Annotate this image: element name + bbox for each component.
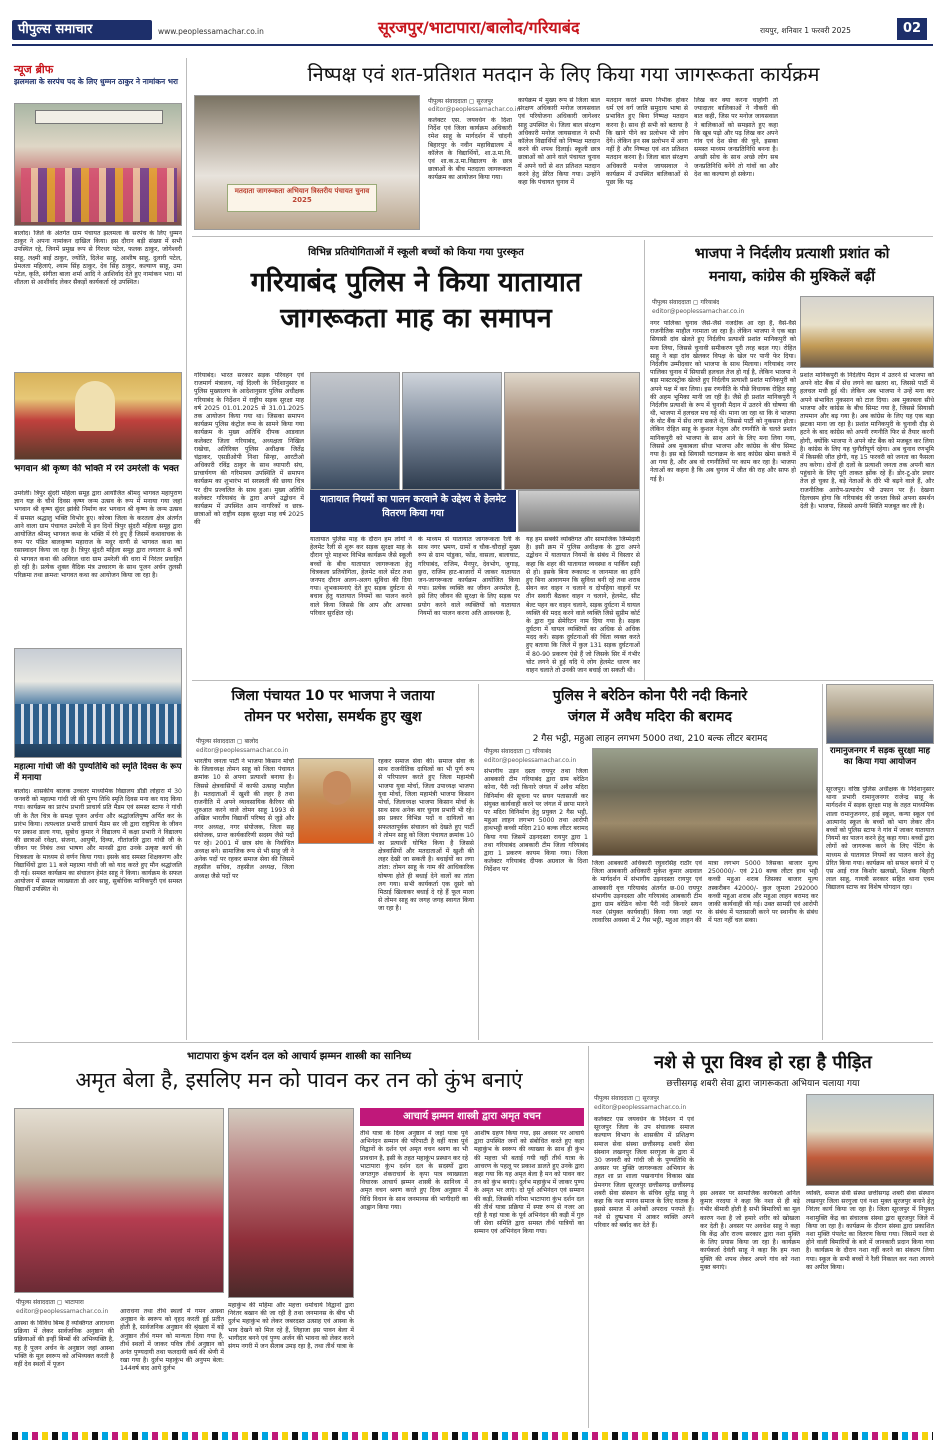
page-number: 02 xyxy=(897,18,927,40)
kumbh-photo-2 xyxy=(228,1108,354,1298)
liquor-headline-1: पुलिस ने बरेठिन कोना पैरी नदी किनारे xyxy=(552,688,748,704)
nasha-headline: नशे से पूरा विश्व हो रहा है पीड़ित xyxy=(654,1052,872,1073)
nasha-col2-top xyxy=(700,1116,800,1186)
panchayat-email[interactable]: editor@peoplessamachar.co.in xyxy=(196,747,289,754)
gandhi-photo xyxy=(14,648,182,758)
panchayat-headline-2: तोमन पर भरोसा, समर्थक हुए खुश xyxy=(244,709,422,725)
liquor-col1: संभागीय उड़न दस्ता रायपुर तथा जिला आबकारी टीम गरियाबंद द्वारा ग्राम बरेठिन कोना, पैरी नदी किनारे जंगल में अवैध मदिरा विनिर्माण की सूचना पर सघन पतासाजी कर संयुक्त कार्यवाही करने पर जंगल में छापा मारने पर मदिरा विनिर्माण हेतु प्रयुक्त 2 गैस भट्ठी, महुआ लाहन लगभग 5000 तथा आरोपी हाथभट्ठी कच्ची मदिरा 210 बल्क लीटर बरामद किया गया जिसमें उड़नदस्ता रायपुर द्वारा 1 तथा गरियाबंद आबकारी टीम जिला गरियाबंद द्वारा 1 प्रकरण कायम किया गया। जिला कलेक्टर गरियाबंद दीपक अग्रवाल के दिशा निर्देशन पर xyxy=(484,768,588,874)
prashant-headline-2: मनाया, कांग्रेस की मुश्किलें बढ़ीं xyxy=(708,269,876,285)
nasha-subhead: छत्तीसगढ़ शबरी सेवा द्वारा जागरूकता अभियान चलाया गया xyxy=(666,1079,860,1089)
panchayat-byline: पीपुल्स संवाददाता ▢ बालोद xyxy=(196,738,259,745)
kumbh-col1: आस्था के विविध बिम्ब है व्यक्तिगत आराधना प्रक्रिया में लेकर सार्वजनिक अनुष्ठान की प्रक्रियाओं की इन्हीं बिम्बों की अभिव्यक्ति है, यह है पूजन अर्चन के अनुष्ठान जहां आस्था भक्ति के मूल स्वरूप को अभिव्यक्त करती है वहीं देव स्थलों में पूजन xyxy=(14,1320,114,1368)
bottom-rule xyxy=(12,1042,933,1043)
kumbh-right-rule xyxy=(588,1046,589,1428)
nasha-col1: कलेक्टर एस जयवर्धन के निर्देशन में एवं सूरजपुर जिला के उप संचालक समाज कल्याण विभाग के शासकीय में प्रशिक्षण समाज सेवा संस्था छत्तीसगढ़ शबरी सेवा संस्थान लखनपुर जिला सरगुजा के द्वारा में 30 जनवरी को गांधी जी के पुण्यतिथि के अवसर पर मुक्ति जागरूकता अभियान के तहत शा प्रा शाला पखनागांव विकास खंड प्रेमनगर जिला सूरजपुर छत्तीसगढ़ छत्तीसगढ़ शबरी सेवा संस्थान के संचिव सुरेंद्र साहू ने कहा कि नशा मानव समाज के लिए घातक है इससे समाज में अनेकों अपराध पनपते हैं। नशे से दुष्प्रभाव में आकर व्यक्ति अपने परिवार को बर्बाद कर देते हैं। xyxy=(594,1116,694,1230)
police-col4-body: यह हम सबकी व्यक्तिगत और सामाजिक जिम्मेदारी है। इसी क्रम में पुलिस अधीक्षक के द्वारा अपने उद्बोधन में यातायात नियमों के संबंध में विस्तार से कहा कि शहर की यातायात व्यवस्था व पार्किंग सही से हो। इसके बिना रूकावट व जानमाल का हानि हुए बिना आवागमन कि सुविधा बनी रहे तथा शराब सेवन कर वाहन न चलाने व दोपहिया वाहनों पर तीन सवारी बैठकर वाहन न चलाने, हेलमेट, सीट बेल्ट पहन कर वाहन चलाने, सड़क दुर्घटना में घायल व्यक्ति की मदद करने वाले व्यक्ति जिसे सुप्रीम कोर्ट के द्वारा गुड सेमेरिटन नाम दिया गया है। सड़क दुर्घटना में घायल व्यक्तियों का अधिक से अधिक मदद करें। सड़क दुर्घटनाओं की चिंता व्यक्त करते हुए बताया कि जिले में कुल 131 सड़क दुर्घटनाओं में 80-90 प्रकरण ऐसे हैं जो जिसके सिर में गंभीर चोट लगने से हुई यदि ये लोग हेलमेट धारण कर वाहन चलाते तो उनकी जान बचाई जा सकती थी। xyxy=(526,536,640,674)
nasha-byline: पीपुल्स संवाददाता ▢ सूरजपुर xyxy=(594,1095,660,1102)
prashant-col2: प्रशांत मानिकपुरी के निर्दलीय मैदान में उतरने से भाजपा को अपने वोट बैंक में सेंध लगने का खतरा था, जिससे पार्टी में हलचल मची हुई थी। लेकिन अब भाजपा ने उन्हें मना कर अपने संभावित नुकसान को टाल दिया। अब मुकाबला सीधे भाजपा और कांग्रेस के बीच सिमट गया है, जिससे सियासी तापमान और बढ़ गया है। अब कांग्रेस के लिए यह एक बड़ा झटका माना जा रहा है। प्रशांत मानिकपुरी के चुनावी दौड़ से हटने के बाद कांग्रेस को अपनी रणनीति फिर से तैयार करनी होगी, क्योंकि भाजपा ने अपने वोट बैंक को मजबूत कर लिया है। कांग्रेस के लिए यह चुनौतीपूर्ण रहेगा। अब चुनाव रणभूमि में किसकी जीत होगी, यह 15 फरवरी को जनता का फैसला तय करेगा। दोनों ही दलों के प्रत्याशी जनता तक अपनी बात पहुंचाने के लिए पूरी ताकत झोंक रहे हैं। डोर-टू-डोर प्रचार तेज हो चुका है, बड़े नेताओं के दौरे भी बढ़ने वाले हैं, और राजनीतिक आरोप-प्रत्यारोप भी उफान पर हैं। देखना दिलचस्प होगा कि गरियाबंद की जनता किसे अपना समर्थन देती है। भाजपा, जिससे अपनी स्थिति मजबूत कर ली है। xyxy=(800,372,934,510)
prashant-byline: पीपुल्स संवाददाता ▢ गरियाबंद xyxy=(652,299,720,306)
krishna-body: उमरेली। त्रिपुर सुंदरी महिला समूह द्वारा आयोजित श्रीमद् भागवत महापुराण ज्ञान यज्ञ के चौथे दिवस कृष्ण जन्म उत्सव के रूप में मनाया गया जहां भगवान श्री कृष्ण सुंदर झांकी निर्माण कर भगवान श्री कृष्ण के जन्म उत्सव में समस्त श्रद्धालु भक्ति विभोर हुए। कोरबा जिला के करतला क्षेत्र अंतर्गत आने वाला ग्राम पंचायत उमरेली में इन दिनों त्रिपुर सुंदरी महिला समूह द्वारा आयोजित श्रीमद् भागवत कथा के भक्ति में रंगे हुए हैं जिसमें कथावाचक के रूप पर पंडित बालकृष्ण महाराज के मधुर वाणी से भागवत कथा का रसास्वादन किया जा रहा है। त्रिपुर सुंदरी महिला समूह द्वारा लगातार 8 वर्षों से भागवत कथा की अविरल धारा ग्राम उमरेली की धारा में निरंतर प्रवाहित हो रही है। प्रत्येक शुक्ल वैदिक मंत्र उच्चारण के साथ पूजन अर्चन तुलसी परिक्रमा तथा क्रमशः भागवत कथा का आयोजन किया जा रहा है। xyxy=(14,490,182,579)
prashant-email[interactable]: editor@peoplessamachar.co.in xyxy=(652,308,745,315)
police-kicker: विभिन्न प्रतियोगिताओं में स्कूली बच्चों को किया गया पुरस्कृत xyxy=(308,247,524,258)
liquor-photo xyxy=(592,748,818,856)
tomen-portrait xyxy=(298,758,374,844)
nasha-col2: इस अवसर पर सामाजिक कार्यकर्ता अनिल कुमार नरदया ने कहा कि नशा से ही बड़े गंभीर बीमारी होती है सभी बिमारियों का मूल कारण नशा है जो हमारे शरीर को खोखला कर देती है। अवसर पर अवधेश साहू ने कहा कि केंद्र और राज्य सरकार द्वारा नशा मुक्ति के लिए प्रयास किया जा रहा है। कार्यक्रम कार्यकर्ता देवंती साहू ने कहा कि हम नशा मुक्ति की शपथ लेकर अपने गांव को नशा मुक्त बनाएं। xyxy=(700,1190,800,1271)
kumbh-photo xyxy=(14,1108,224,1293)
nasha-photo xyxy=(806,1094,934,1186)
kumbh-kicker: भाटापारा कुंभ दर्शन दल को आचार्य झम्मन शास्त्री का सानिध्य xyxy=(186,1051,411,1062)
voting-col5-continued xyxy=(782,97,930,229)
police-photo-4 xyxy=(518,490,640,532)
masthead xyxy=(0,0,945,48)
liquor-col3: मात्रा लगभग 5000 जिसका बाजार मूल्य 250000/- एवं 210 बल्क लीटर हाथ भट्ठी कच्ची महुआ शराब जिसका बाजार मूल्य तस्करीबन 42000/- कुल जुमला 292000 कच्ची महुआ शराब और महुआ लाहन बरामद कर जाकी कार्यवाही की गई। उक्त सामग्री एवं आरोपी के संबंध में पतासाजी करने पर स्थानीय के संबंध में पता नहीं चल सका। xyxy=(708,860,818,925)
krishna-photo xyxy=(14,372,182,460)
voting-bottom-rule xyxy=(192,236,933,237)
police-headline-1: गरियाबंद पुलिस ने किया यातायात xyxy=(250,267,582,298)
kumbh-subhead: आचार्य झम्मन शास्त्री द्वारा अमृत वचन xyxy=(360,1108,584,1126)
police-col3: के माध्यम से यातायात जागरूकता रैली के साथ नगर भ्रमण, ग्रामों व चौक-चौराहों मुख्य रूप से ग्राम पांडुका, फोंड, वासला, बालाघाट, गरियाबंद, राजिम, मैनपुर, देवभोग, जुगाड़, छुरा, राजिम हाट-बाजारों में जाकर यातायात जन-जागरूकता कार्यक्रम आयोजित किया गया। प्रत्येक व्यक्ति का जीवन अनमोल है, इसे लिए जीवन की सुरक्षा के लिए सड़क पर प्रयोग करने वाले व्यक्तियों को यातायात नियमों का पालन करना अति आवश्यक है, xyxy=(418,536,520,617)
page-cities: सूरजपुर/भाटापारा/बालोद/गरियाबंद xyxy=(378,18,580,37)
masthead-rule xyxy=(12,44,933,46)
kumbh-headline: अमृत बेला है, इसलिए मन को पावन कर तन को कुंभ बनाएं xyxy=(75,1068,523,1092)
police-col2: यातायात पुलिस माह के दौरान हम लोगों ने हेलमेट रैली से शुरू कर सड़क सुरक्षा माह के दौरान पूरे माहभर विभिन्न कार्यक्रम जैसे स्कूली बच्चों के बीच यातायात जागरूकता हेतु चित्रकला प्रतियोगिता, हेलमेट वाले सेंटर तथा जनपद दौरान अलग-अलग सुविधा की दिया गया। शुभकामनाएं देते हुए सड़क दुर्घटना से बचाव हेतु यातायात नियमों का पालन करने वाले किया जिससे कि आप और आपका परिवार सुरक्षित रहे। xyxy=(310,536,412,617)
kumbh-byline: पीपुल्स संवाददाता ▢ भाटापारा xyxy=(16,1299,84,1306)
panchayat-headline-1: जिला पंचायत 10 पर भाजपा ने जताया xyxy=(231,688,435,704)
site-url[interactable]: www.peoplessamachar.co.in xyxy=(158,27,264,36)
police-photo-1 xyxy=(310,372,400,490)
kumbh-col2: आराधना तथा तीर्थ स्थलों में गमन आस्था अनुष्ठान के स्वरूप को वृहद करती हुई प्रतीत होती है, सार्वजनिक अनुष्ठान की श्रृंखला में बड़े अनुष्ठान तीर्थ गमन को मान्यता दिया गया है, तीर्थ स्थलों में जाकर पवित्र तीर्थ अनुष्ठान को अनंत पुण्यदायी तथा फलदायी कर्म की श्रेणी में रखा गया है। दुर्लभ महाकुंभ की अनुपम बेला: 144वर्ष बाद आये दुर्लभ xyxy=(120,1308,224,1373)
gandhi-headline: महात्मा गांधी जी की पुण्यतिथि को स्मृति दिवस के रूप में मनाया xyxy=(14,762,182,783)
kumbh-col4: तीर्थ यात्रा के दिव्य अनुष्ठान में जहां यात्रा पूर्व अभिनंदन सम्मान की परिपाटी है वहीं यात्रा पूर्व विद्वानों के दर्शन एवं अमृत वचन श्रवण का भी प्रावधान है, इसी के तहत महाकुंभ प्रस्थान कर रहे भाटापारा कुंभ दर्शन दल के सदस्यों द्वारा जगतगुरु शंकराचार्य के कृपा पात्र व्याख्याता विचारक आचार्य झम्मन शास्त्री के सानिध्य में अमृत वचन श्रवण करते हुए दिव्य अनुष्ठान में विधि विधान के साथ जनमानस की भागीदारी का आह्वान किया गया। xyxy=(360,1130,468,1211)
left-column-rule xyxy=(186,58,187,1040)
voting-email[interactable]: editor@peoplessamachar.co.in xyxy=(428,106,521,113)
police-photo-2 xyxy=(402,372,502,490)
panchayat-col2-left xyxy=(298,850,374,1038)
liquor-headline-2: जंगल में अवैध मदिरा की बरामद xyxy=(568,709,732,725)
panchayat-col1: भारतीय जनता पार्टी ने भाजपा किसान मोर्चा के जिलाध्यक्ष तोमन साहू को जिला पंचायत क्रमांक 10 से अपना प्रत्याशी बनाया है। जिससे क्षेत्रवासियों में काफी उत्साह माहौल है। मतदाताओं में खुशी की लहर है तथा राजनीति में अपने व्यावसायिक कैरियर की शुरुआत करने वाले तोमन साहू 1993 से अखिल भारतीय विद्यार्थी परिषद से जुड़े और नगर अध्यक्ष, नगर संयोजक, जिला सह संयोजक, प्रान्त कार्यकारिणी सदस्य जैसे पदों पर रहे। 2001 में छात्र संघ के निर्वाचित अध्यक्ष बने। सामाजिक रूप से भी साहू जी ने अनेक पदों पर रहकर समाज सेवा की जिसमें तहसील सचिव, तहसील अध्यक्ष, जिला अध्यक्ष जैसे पदों पर xyxy=(194,758,294,880)
registration-bar xyxy=(12,1432,933,1440)
kumbh-col5: आशीष ग्रहण किया गया, इस अवसर पर आचार्य द्वारा उपस्थित जनों को संबोधित करते हुए कहा महाकुंभ के स्वरूप की व्याख्या के साथ ही कुंभ की महत्ता भी बताई गयी वहीं तीर्थ यात्रा के आचरण के पहलू पर प्रकाश डालते हुए उनके द्वारा कहा गया कि यह अमृत बेला है मन को पावन कर तन को कुंभ बनाएं। दुर्लभ महाकुंभ में जाकर पुण्य के अमृत भर लाएं। दो पूर्व अभिनंदन एवं सम्मान की कड़ी, जिसकी गरिमा भाटापारा कुंभ दर्शन दल की तीर्थ यात्रा प्रक्रिया में स्पष्ट रूप से नजर आ रही है यहां यात्रा के पूर्व अभिनंदन की कड़ी में गुरु जी सेवा समिति द्वारा समस्त तीर्थ यात्रियों का सम्मान एवं अभिनंदन किया गया। xyxy=(474,1130,584,1236)
krishna-headline: भगवान श्री कृष्ण की भक्ति में रमे उमरेली के भक्त xyxy=(14,464,179,474)
liquor-byline: पीपुल्स संवाददाता ▢ गरियाबंद xyxy=(484,748,552,755)
voting-photo-banner: मतदाता जागरूकता अभियान त्रिस्तरीय पंचायत चुनाव 2025 xyxy=(227,184,377,212)
liquor-col2: जिला आबकारी अधिकारी रघुवरसिंह राठौर एवं जिला आबकारी अधिकारी मुकेश कुमार अग्रवाल के मार्गदर्शन में संभागीय उड़नदस्ता रायपुर एवं आबकारी वृत्त गरियाबंद अंतर्गत छ-00 रायपुर संभागीय उड़नदस्ता और गरियाबंद आबकारी टीम द्वारा ग्राम बरेठिन कोना पैरी नदी किनारे सघन गश्त (संयुक्त कार्यवाही) किया गया जहां पर लावारिस अवस्था में 2 गैस भट्ठी, महुआ लाहन की xyxy=(592,860,702,925)
police-col1: गरियाबंद। भारत सरकार सड़क परिवहन एवं राजमार्ग मंत्रालय, नई दिल्ली के निर्देशानुसार व पुलिस मुख्यालय के आदेशानुसार पुलिस अधीक्षक गरियाबंद के निर्देशन में राष्ट्रीय सड़क सुरक्षा माह वर्ष 2025 01.01.2025 से 31.01.2025 तक आयोजन किया गया था। जिसका समापन कार्यक्रम पुलिस कंट्रोल रूम के सामने किया गया कार्यक्रम के मुख्य अतिथि दीपक आडवाल कलेक्टर जिला गरियाबंद, अध्यक्षता निखिल राखेचा, अतिरिक्त पुलिस अधीक्षक जितेंद्र चंद्राकर, एसडीओपी निशा सिन्हा, आरटीओ अधिकारी रविंद्र ठाकुर के साथ व्यापारी संघ, प्राचार्यगण की गरिमामय उपस्थिति में समापन कार्यक्रम का शुभारंभ मां सरस्वती की छाया चित्र पर दीप प्रज्वलित के साथ हुआ। मुख्य अतिथि कलेक्टर गरियाबंद के द्वारा अपने उद्बोधन में कार्यक्रम में उपस्थित आम नागरिकों व छात्र-छात्राओं को राष्ट्रीय सड़क सुरक्षा माह वर्ष 2025 की xyxy=(194,372,304,527)
kumbh-email[interactable]: editor@peoplessamachar.co.in xyxy=(16,1308,109,1315)
brief-tag: न्यूज ब्रीफ xyxy=(14,63,54,76)
prashant-headline-1: भाजपा ने निर्दलीय प्रत्याशी प्रशांत को xyxy=(694,246,890,262)
nasha-col3: व्यक्ति, समाज सेवी संस्था छत्तीसगढ़ शबरी सेवा संस्थान लखनपुर जिला सरगुजा एवं नशा मुक्त सूरजपुर बनाने हेतु निरंतर कार्य किया जा रहा है। जिला सूरजपुर में नियुक्त नशामुक्ति केंद्र का संचालक संस्था द्वारा सूरजपुर जिले में किया जा रहा है। कार्यक्रम के दौरान संस्था द्वारा प्रकाशित नशा मुक्ति पंपलेट का वितरण किया गया। जिसमें नशा से होने वाली बिमारियों के बारे में जानकारी प्रदान किया गया है। कार्यक्रम के दौरान नशा नहीं करने का संकल्प लिया गया। स्कूल के सभी बच्चों ने रैली निकाल कर नशा त्यागने का अपील किया। xyxy=(806,1190,934,1271)
police-headline-2: जागरूकता माह का समापन xyxy=(280,303,552,334)
brief-photo xyxy=(14,103,182,226)
voting-col3: मतदान करते समय निर्भीक होकर धर्म एवं वर्ग जाति समुदाय भाषा से प्रभावित हुए बिना निष्पक्ष मतदान करना है। साथ ही सभी को बताया है कि खाने पीने का प्रलोभन भी लोग देंगे। लेकिन इन सब प्रलोभन में आना नहीं है और निष्पक्ष एवं शत प्रतिशत मतदान करना है। जिला बाल संरक्षण अधिकारी मनोज जायसवाल ने कार्यक्रम में उपस्थित बालिकाओं से पूछा कि पढ़ xyxy=(606,97,688,186)
voting-photo xyxy=(194,95,420,230)
police-col4-text xyxy=(526,536,640,674)
gandhi-body: बालोद। शासकीय बालक उच्चतर माध्यमिक विद्यालय डौंडी लोहारा में 30 जनवरी को महात्मा गांधी जी की पुण्य तिथि स्मृति दिवस मना कर याद किया गया। कार्यक्रम का प्रारंभ प्रभारी प्राचार्य प्रति मैडम एवं समस्त स्टाफ ने गांधी जी के तैल चित्र के समक्ष पूजन अर्चना और श्रद्धांजलिपुष्प अर्पित कर के प्रारंभ किया। तत्पश्चात प्रभारी प्राचार्य मैडम सर जी द्वारा राष्ट्रपिता के जीवन पर प्रकाश डाला गया, सुबोध कुमार ने विद्यालय में कक्षा प्रभारी ने विद्यालय की छात्राओं रवेक्षा, संजना, आयुषी, दिव्या, गीतांजलि द्वारा गांधी जी के जीवन पर निबंध तथा भाषण और मानसी द्वारा उनके उत्कृष्ट कार्य की चित्रकला के माध्यम से वर्णन किया गया। इसके बाद समस्त शिक्षकगण और विद्यार्थियों द्वारा 11 बजे महात्मा गांधी जी को याद करते हुए मौन श्रद्धांजलि दी गई। समस्त कार्यक्रम का संचालन हेमंत साहू ने किया। कार्यक्रम के सफल आयोजन में समस्त व्याख्याता डी आर साहू, सुबोधिक मानिकपुरी एवं समस्त विद्यार्थी उपस्थित थे। xyxy=(14,788,182,894)
brief-headline: झलमला के सरपंच पद के लिए धुम्मन ठाकुर ने नामांकन भरा xyxy=(14,77,179,86)
voting-col1: कलेक्टर एस. जयवर्धन के दिशा निर्देश एवं जिला कार्यक्रम अधिकारी रमेश साहू के मार्गदर्शन में चांदनी बिहारपुर के नवीन महाविद्यालय में कॉलेज के विद्यार्थियों, शा.उ.मा.वि. एवं शा.क.उ.मा.विद्यालय के छात्र छात्राओं के बीच मतदाता जागरूकता कार्यक्रम का आयोजन किया गया। xyxy=(428,117,512,182)
voting-byline: पीपुल्स संवाददाता ▢ सूरजपुर xyxy=(428,98,494,105)
ramanujnagar-body: सूरजपुर। वरिष्ठ पुलिस अधीक्षक के निर्देशानुसार थाना प्रभारी रामानुजनगर राजेन्द्र साहू के मार्गदर्शन में सड़क सुरक्षा माह के तहत माध्यमिक शाला रामानुजनगर, हाई स्कूल, कन्या स्कूल एवं आत्मानंद स्कूल के बच्चों को भाग लेकर तीन बच्चों को पुलिस स्टाफ ने गांव में जाकर यातायात नियमों का पालन करने हेतु कहा गया। बच्चों द्वारा लोगों को जागरूक करने के लिए पेंटिंग के माध्यम से यातायात नियमों का पालन करने हेतु प्रेरित किया गया। कार्यक्रम को सफल बनाने में ए एस आई राज किशोर खलखो, शिक्षक बिहारी लाल साहू, गायत्री सरकार सहित थाना एवम विद्यालय स्टाफ का विशेष योगदान रहा। xyxy=(826,786,934,892)
police-photo-3 xyxy=(504,372,640,490)
dateline: रायपुर, शनिवार 1 फरवरी 2025 xyxy=(760,26,851,35)
panchayat-right-rule xyxy=(478,684,479,1040)
liquor-right-rule xyxy=(822,684,823,1040)
brief-body: बालोद। जिले के अंतर्गत ग्राम पंचायत झलमला के सरपंच के लिए धुम्मन ठाकुर ने अपना नामांकन दाखिल किया। इस दौरान बड़ी संख्या में सभी उपस्थित रहे, जिनमें प्रमुख रूप से गिरधर पटेल, फलक ठाकुर, जोगेश्वरी साहू, लक्ष्मी बाई ठाकुर, ज्योति, दिलेश साहू, आशीष साहू, दुलारी पटेल, प्रेमलता महिलाएं, श्याम सिंह ठाकुर, देव सिंह ठाकुर, कल्याण साहू, उमा पटेल, कृति, संगीता बाला शर्मा आदि ने आशिर्वाद देते हुए नामांकन भरा। मां शीतला से आशीर्वाद लेकर सैकड़ों कार्यकर्ता रहे उपस्थित। xyxy=(14,230,182,287)
nasha-email[interactable]: editor@peoplessamachar.co.in xyxy=(594,1104,687,1111)
police-right-rule xyxy=(644,240,645,680)
kumbh-col3: महाकुंभ की महिमा और महत्ता धर्माचार्य विद्वानों द्वारा निरंतर बखान की जा रही है तथा जनमानस के बीच भी दुर्लभ महाकुंभ को लेकर जबरदस्त उत्साह एवं आस्था के भाव देखने को मिल रहे हैं, लिहाजा इस पावन बेला में भागीदार बनने एवं पुण्य अर्जन की भावना को लेकर करने संगम नगरी में जन सैलाब उमड़ रहा है, तथा तीर्थ यात्रा के xyxy=(228,1302,354,1350)
ramanujnagar-photo xyxy=(826,684,934,744)
prashant-photo xyxy=(800,296,934,368)
voting-headline: निष्पक्ष एवं शत-प्रतिशत मतदान के लिए किया गया जागरूकता कार्यक्रम xyxy=(307,62,820,86)
ramanujnagar-headline: रामानुजनगर में सड़क सुरक्षा माह का किया गया आयोजन xyxy=(829,746,931,768)
liquor-email[interactable]: editor@peoplessamachar.co.in xyxy=(484,757,577,764)
prashant-col1: नगर पालिका चुनाव जैसे-जैसे नजदीक आ रहा है, वैसे-वैसे राजनीतिक माहौल गरमाता जा रहा है। लेकिन भाजपा ने एक बड़ा सियासी दांव खेलते हुए निर्दलीय प्रत्याशी प्रशांत मानिकपुरी को मना लिया, जिससे चुनावी समीकरण पूरी तरह बदल गए। रोहित साहू ने बड़ा दांव खेलकर विपक्ष के खेल पर पानी फेर दिया। निर्दलीय उम्मीदवार को भाजपा के साथ मिलाया। गरियाबंद नगर पालिका चुनाव में सियासी हलचल तेज हो गई है, लेकिन भाजपा ने बड़ा मास्टरस्ट्रोक खेलते हुए निर्दलीय प्रत्याशी प्रशांत मानिकपुरी को अपने पक्ष में कर लिया। इस रणनीति के पीछे विधायक रोहित साहू की अहम भूमिका मानी जा रही है। जैसे ही प्रशांत मानिकपुरी ने निर्दलीय प्रत्याशी के रूप में चुनावी मैदान में उतरने की घोषणा की थी, भाजपा में हलचल मच गई थी। माना जा रहा था कि वे भाजपा के वोट बैंक में सेंध लगा सकते थे, जिससे पार्टी को नुकसान होता। लेकिन रोहित साहू के कुशल नेतृत्व और रणनीति के चलते प्रशांत मानिकपुरी को भाजपा के साथ आने के लिए मना लिया गया, जिससे अब मुकाबला सीधा भाजपा और कांग्रेस के बीच सिमट गया है। इस बड़े सियासी घटनाक्रम के बाद कांग्रेस खेमा सकते में आ गया है, और अब वो रणनीतियों पर काम कर रहा है। भाजपा नेताओं का कहना है कि अब चुनाव में जीत की राह और साफ हो गई है। xyxy=(650,320,796,483)
panchayat-col2: रहकर समाज सेवा की। समाज सेवा के साथ राजनीतिक दायित्वों का भी पूर्ण रूप से परिपालन करते हुए जिला महामंत्री भाजपा युवा मोर्चा, जिला उपाध्यक्ष भाजपा युवा मोर्चा, जिला महामंत्री भाजपा किसान मोर्चा, जिलाध्यक्ष भाजपा किसान मोर्चा के साथ साथ अनेक बार चुनाव प्रभारी भी रहे। इस प्रकार विभिन्न पदों व दायित्वों का सफलतापूर्वक संचालन को देखते हुए पार्टी ने तोमन साहू को जिला पंचायत क्रमांक 10 का प्रत्याशी घोषित किया है जिससे क्षेत्रवासियों और मतदाताओं में खुशी की लहर देखी जा सकती है। बधाईयों का लगा तांता: तोमन साहू के नाम की आधिकारिक घोषणा होते ही बधाई देने वालों का तांता लग गया। सभी कार्यकर्ता एक दूसरे को मिठाई खिलाकर बधाई दे रहे हैं फूल माला से तोमन साहू का जगह जगह स्वागत किया जा रहा है। xyxy=(378,758,474,913)
voting-col2: कार्यक्रम में मुख्य रूप से जिला बाल संरक्षण अधिकारी मनोज जायसवाल एवं परियोजना अधिकारी जागेश्वर साहू उपस्थित थे। जिला बाल संरक्षण अधिकारी मनोज जायसवाल ने सभी कॉलेज विद्यार्थियों को निष्पक्ष मतदान करने की शपथ दिलाई। स्कूली छात्र छात्राओं को आने वाले पंचायत चुनाव में अपने घरों से शत प्रतिशत मतदान करने हेतु प्रेरित किया गया। उन्होंने कहा कि पंचायत चुनाव में xyxy=(518,97,600,186)
liquor-subhead: 2 गैस भट्ठी, महुआ लाहन लगभग 5000 तथा, 210 बल्क लीटर बरामद xyxy=(532,734,768,744)
logo: पीपुल्स समाचार xyxy=(12,20,152,40)
police-photo-caption: यातायात नियमों का पालन करवाने के उद्देश्य से हेलमेट वितरण किया गया xyxy=(310,490,516,532)
mid-rule-1 xyxy=(192,680,933,681)
voting-col4: लिख कर क्या करना चाहोगी तो ज्यादातर बालिकाओं ने नौकरी की बात कही, जिस पर मनोज जायसवाल ने बालिकाओं को समझाते हुए कहा कि खूब पढ़ो और पढ़ लिख कर अपने गांव एवं देश सेवा की चुने, इसका समस्त माध्यम जनप्रतिनिधि बनना है। अच्छी सोच के साथ अच्छे लोग सब जनप्रतिनिधि बनेंगे तो गांवों का और देश का कल्याण हो सकेगा। xyxy=(694,97,778,178)
